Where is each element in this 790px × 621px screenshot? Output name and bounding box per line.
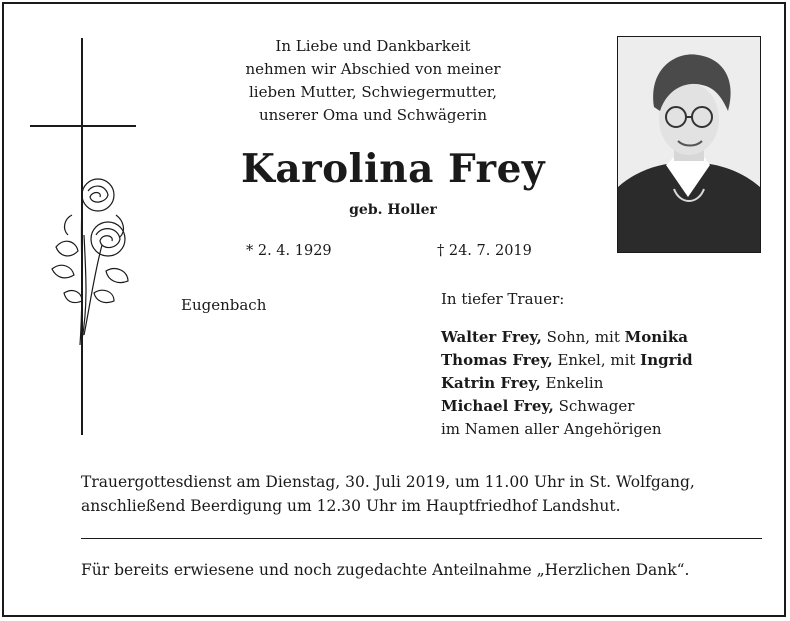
divider bbox=[81, 538, 762, 539]
service-line: anschließend Beerdigung um 12.30 Uhr im Hauptfriedhof Landshut. bbox=[81, 497, 621, 515]
intro-line: nehmen wir Abschied von meiner bbox=[245, 60, 501, 78]
deceased-name: Karolina Frey bbox=[240, 146, 546, 192]
thanks-line: Für bereits erwiesene und noch zugedachte Anteilnahme „Herzlichen Dank“. bbox=[81, 561, 690, 579]
mourner-entry: Katrin Frey, Enkelin bbox=[441, 374, 604, 392]
intro-line: lieben Mutter, Schwiegermutter, bbox=[249, 83, 497, 101]
mourners-closing: im Namen aller Angehörigen bbox=[441, 420, 662, 438]
cross-icon-bar bbox=[30, 125, 136, 127]
mourner-entry: Michael Frey, Schwager bbox=[441, 397, 635, 415]
mourners-list bbox=[441, 326, 693, 441]
mourning-heading: In tiefer Trauer: bbox=[441, 290, 565, 308]
birth-date: * 2. 4. 1929 bbox=[246, 243, 332, 259]
death-date: † 24. 7. 2019 bbox=[437, 243, 532, 259]
service-information bbox=[81, 470, 771, 518]
intro-text bbox=[218, 35, 528, 127]
mourner-entry: Walter Frey, Sohn, mit Monika bbox=[441, 328, 688, 346]
maiden-name: geb. Holler bbox=[349, 202, 437, 218]
intro-line: In Liebe und Dankbarkeit bbox=[275, 37, 471, 55]
portrait-photo bbox=[617, 36, 761, 253]
intro-line: unserer Oma und Schwägerin bbox=[258, 106, 488, 124]
service-line: Trauergottesdienst am Dienstag, 30. Juli 2019, um 11.00 Uhr in St. Wolfgang, bbox=[81, 473, 695, 491]
roses-icon bbox=[44, 175, 136, 350]
place-of-residence: Eugenbach bbox=[181, 296, 267, 314]
mourner-entry: Thomas Frey, Enkel, mit Ingrid bbox=[441, 351, 693, 369]
